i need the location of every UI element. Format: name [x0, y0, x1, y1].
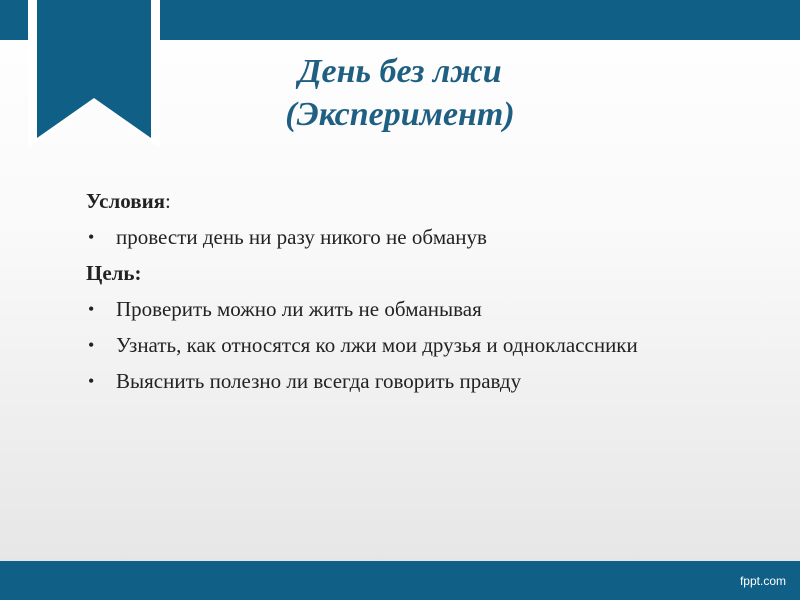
title-line-2: (Эксперимент)	[285, 96, 515, 133]
list-item	[86, 363, 786, 399]
conditions-label: Условия	[86, 189, 166, 213]
conditions-colon: :	[165, 189, 171, 213]
bullet-icon: •	[88, 227, 95, 247]
list-item-text: Узнать, как относятся ко лжи мои друзья и одноклассники	[116, 333, 638, 357]
slide-content	[86, 183, 786, 399]
list-item	[86, 291, 786, 327]
bullet-icon: •	[88, 335, 95, 355]
list-item-text: Выяснить полезно ли всегда говорить правду	[116, 369, 522, 393]
list-item-text: Проверить можно ли жить не обманывая	[116, 297, 482, 321]
ribbon-bookmark-decoration	[0, 0, 170, 150]
list-item	[86, 327, 786, 363]
bullet-icon: •	[88, 299, 95, 319]
list-item-text: провести день ни разу никого не обманув	[116, 225, 487, 249]
fppt-logo: fppt.com	[739, 574, 786, 588]
bottom-bar	[0, 561, 800, 600]
slide-title	[230, 50, 570, 136]
title-line-1: День без лжи	[298, 53, 502, 90]
goal-heading: Цель:	[86, 261, 142, 285]
list-item	[86, 219, 786, 255]
bullet-icon: •	[88, 371, 95, 391]
conditions-heading	[86, 183, 786, 219]
